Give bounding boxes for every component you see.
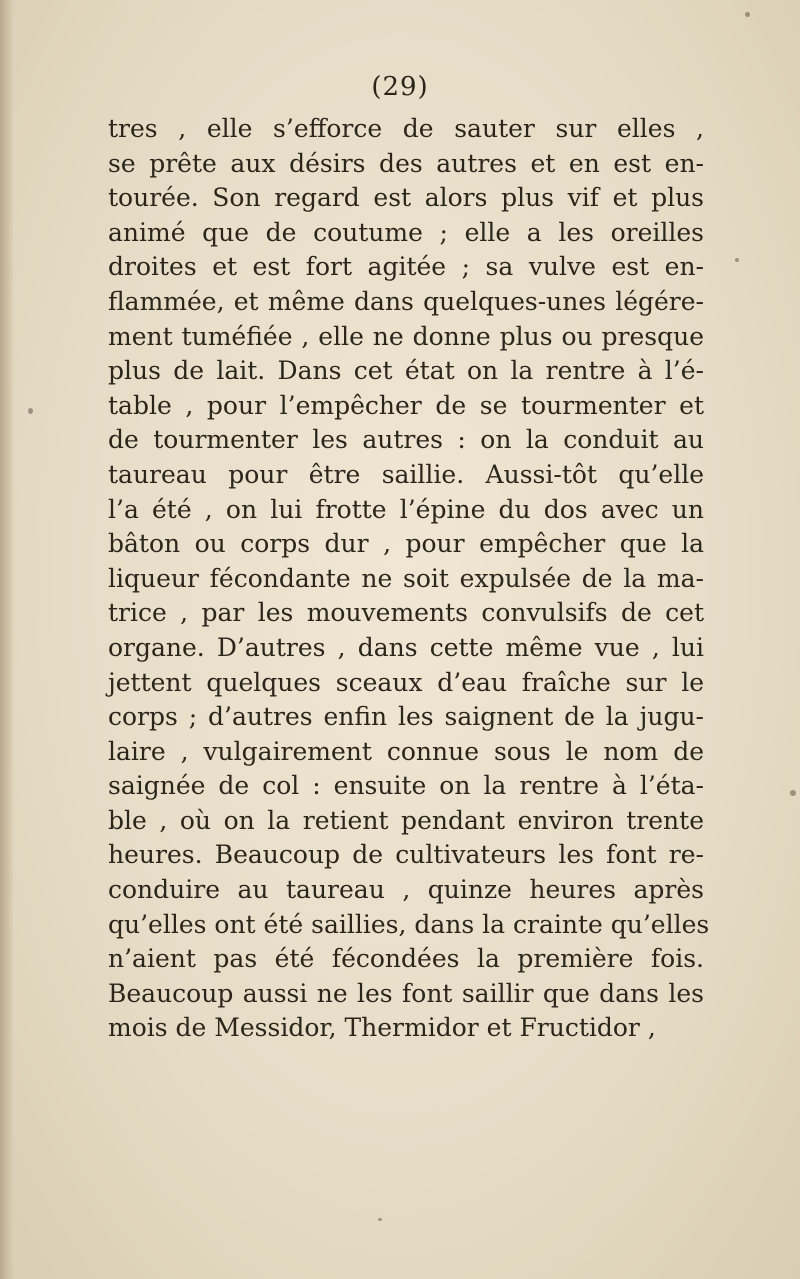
- text-line: ment tuméfiée , elle ne donne plus ou presque: [108, 321, 704, 351]
- text-line: jettent quelques sceaux d’eau fraîche sur le: [108, 667, 704, 697]
- text-line: saignée de col : ensuite on la rentre à l’éta-: [108, 771, 704, 801]
- text-line: Beaucoup aussi ne les font saillir que dans les: [108, 978, 704, 1008]
- paper-speck: [28, 408, 33, 414]
- text-line: corps ; d’autres enfin les saignent de la jugu-: [108, 702, 704, 732]
- text-line: tourée. Son regard est alors plus vif et plus: [108, 183, 704, 213]
- text-line: table , pour l’empêcher de se tourmenter et: [108, 390, 704, 420]
- paper-speck: [378, 1218, 382, 1221]
- paper-speck: [790, 790, 796, 796]
- text-line: flammée, et même dans quelques-unes légére-: [108, 286, 704, 316]
- text-line: liqueur fécondante ne soit expulsée de la ma-: [108, 563, 704, 593]
- text-line: trice , par les mouvements convulsifs de cet: [108, 598, 704, 628]
- text-line: mois de Messidor, Thermidor et Fructidor ,: [108, 1013, 656, 1043]
- page-number: (29): [371, 72, 429, 102]
- text-line: animé que de coutume ; elle a les oreilles: [108, 217, 704, 247]
- text-line: droites et est fort agitée ; sa vulve est en-: [108, 252, 704, 282]
- text-line: conduire au taureau , quinze heures après: [108, 875, 704, 905]
- text-line: plus de lait. Dans cet état on la rentre à l’é-: [108, 356, 704, 386]
- text-line: laire , vulgairement connue sous le nom de: [108, 736, 704, 766]
- text-line: taureau pour être saillie. Aussi-tôt qu’elle: [108, 459, 704, 489]
- text-line: se prête aux désirs des autres et en est en-: [108, 148, 704, 178]
- text-line: tres , elle s’efforce de sauter sur elles ,: [108, 114, 704, 143]
- paper-speck: [745, 12, 750, 17]
- text-line: de tourmenter les autres : on la conduit au: [108, 425, 704, 455]
- text-line: organe. D’autres , dans cette même vue , lui: [108, 632, 704, 662]
- text-line: n’aient pas été fécondées la première fois.: [108, 944, 704, 974]
- text-line: bâton ou corps dur , pour empêcher que la: [108, 529, 704, 559]
- paper-speck: [735, 258, 739, 262]
- text-line: ble , où on la retient pendant environ trente: [108, 805, 704, 835]
- page-gutter-shadow: [0, 0, 14, 1279]
- text-line: qu’elles ont été saillies, dans la crainte qu’elles: [108, 909, 710, 939]
- text-line: l’a été , on lui frotte l’épine du dos avec un: [108, 494, 704, 524]
- text-line: heures. Beaucoup de cultivateurs les font re-: [108, 840, 704, 870]
- body-text: [108, 112, 710, 1046]
